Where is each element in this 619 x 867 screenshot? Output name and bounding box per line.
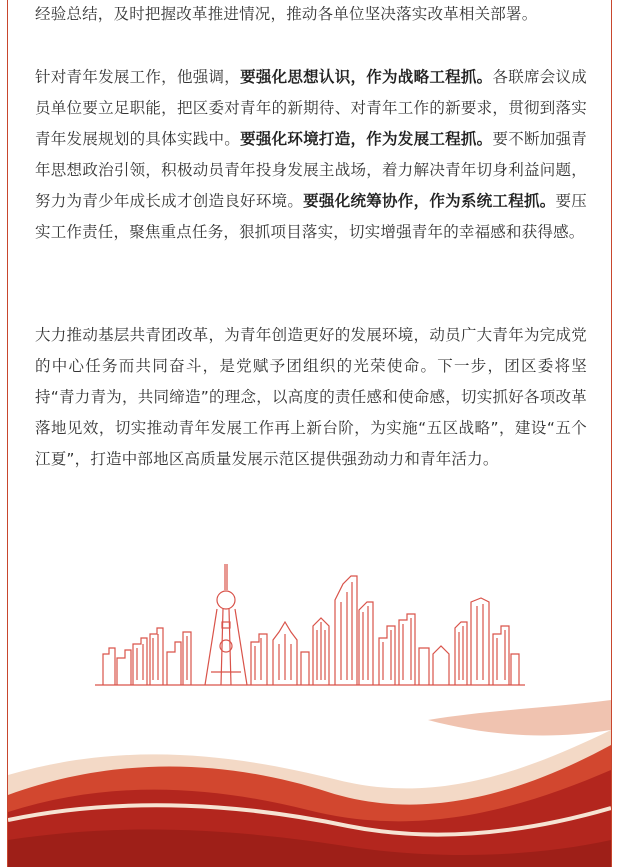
emphasis-environment: 要强化环境打造，作为发展工程抓。 — [240, 130, 493, 148]
city-skyline-illustration — [95, 562, 525, 692]
text-segment: 要不断加强青年思想政治引领，积极动员青年投身发展主战场，着力解决青年切身利益问题，努力为青少年成长成才创造良好环境。 — [35, 130, 588, 210]
emphasis-strategic: 要强化思想认识，作为战略工程抓。 — [240, 68, 493, 86]
text-segment: 针对青年发展工作，他强调， — [35, 68, 241, 86]
emphasis-coordination: 要强化统筹协作，作为系统工程抓。 — [303, 192, 556, 210]
text-segment: 各联席会议成员单位要立足职能，把区委对青年的新期待、对青年工作的新要求，贯彻到落实青年发展规划的具体实践中。 — [35, 68, 588, 148]
paragraph-reform-mission: 大力推动基层共青团改革，为青年创造更好的发展环境，动员广大青年为完成党的中心任务而共同奋斗，是党赋予团组织的光荣使命。下一步，团区委将坚持“青力青为，共同缔造”的理念，以高度的责任感和使命感，切实抓好各项改革落地见效，切实推动青年发展工作再上新台阶，为实施“五区战略”，建设“五个江夏”，打造中部地区高质量发展示范区提供强劲动力和青年活力。 — [35, 326, 587, 468]
paragraph-youth-development — [35, 62, 587, 248]
footer-wave-decoration — [8, 700, 611, 867]
paragraph-summary: 经验总结，及时把握改革推进情况，推动各单位坚决落实改革相关部署。 — [35, 5, 538, 23]
text-segment: 要压实工作责任，聚焦重点任务，狠抓项目落实，切实增强青年的幸福感和获得感。 — [35, 192, 588, 241]
